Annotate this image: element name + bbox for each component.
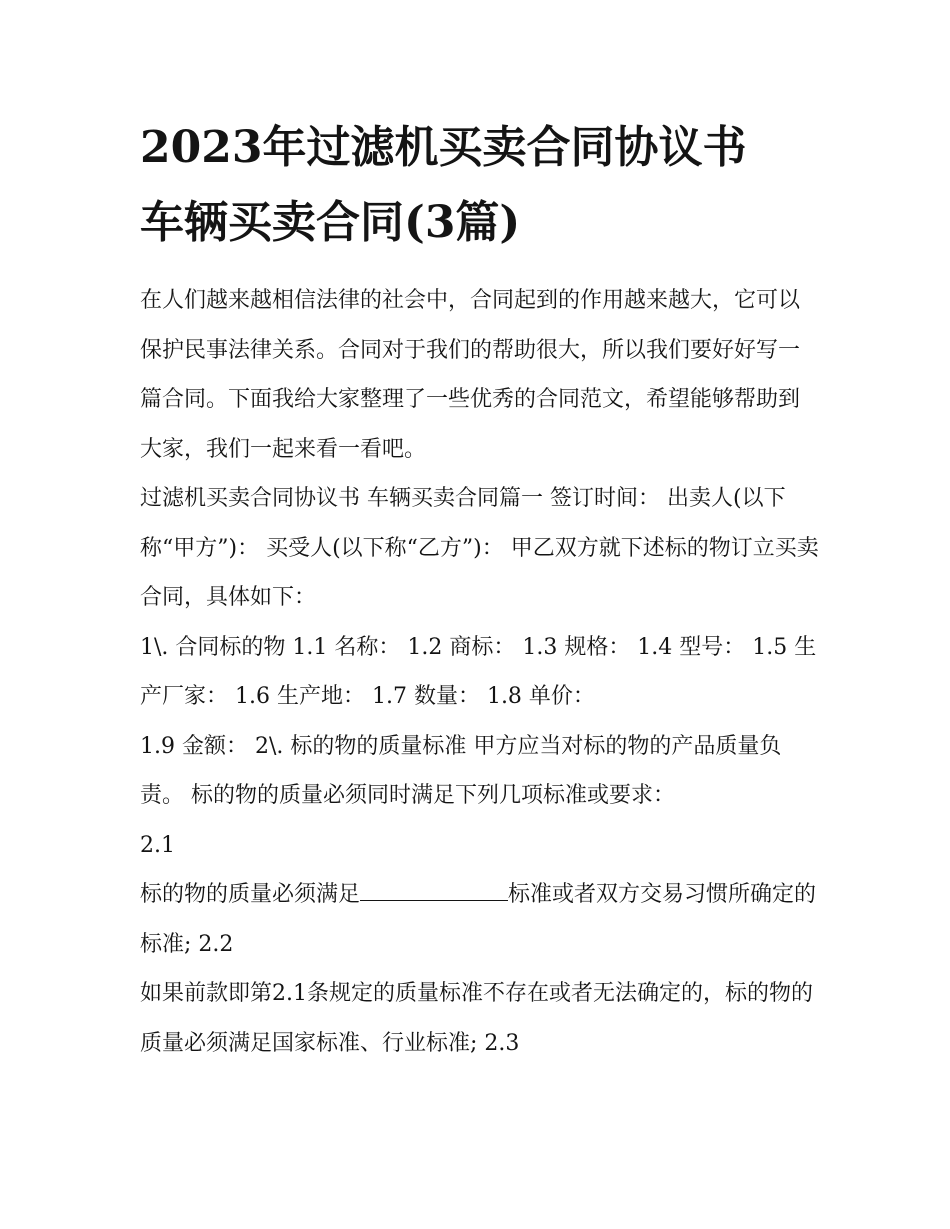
clause-2-1-text-before: 标的物的质量必须满足 bbox=[140, 882, 361, 907]
title-line-2: 车辆买卖合同(3篇) bbox=[140, 197, 521, 248]
fill-in-blank bbox=[360, 878, 508, 901]
clause-2-1-number: 2.1 bbox=[140, 832, 175, 858]
title-line-1: 2023年过滤机买卖合同协议书 bbox=[140, 122, 747, 173]
quality-standard-paragraph: 1.9 金额： 2\. 标的物的质量标准 甲方应当对标的物的产品质量负责。 标的物的质量必须同时满足下列几项标准或要求： bbox=[140, 733, 782, 808]
document-body bbox=[140, 276, 820, 1068]
subject-matter-paragraph: 1\. 合同标的物 1.1 名称： 1.2 商标： 1.3 规格： 1.4 型号： 1.5 生产厂家： 1.6 生产地： 1.7 数量： 1.8 单价： bbox=[140, 634, 817, 709]
clause-2-2-paragraph: 如果前款即第2.1条规定的质量标准不存在或者无法确定的，标的物的质量必须满足国家标准、行业标准; 2.3 bbox=[140, 981, 813, 1056]
contract-header-paragraph: 过滤机买卖合同协议书 车辆买卖合同篇一 签订时间： 出卖人(以下称“甲方”)： 买受人(以下称“乙方”)： 甲乙双方就下述标的物订立买卖合同，具体如下： bbox=[140, 486, 819, 610]
clause-2-1-paragraph bbox=[140, 870, 820, 969]
clause-2-1-text-after: 标准或者双方交易习惯所确定的标准; 2.2 bbox=[140, 882, 817, 957]
document-title bbox=[140, 110, 820, 260]
intro-paragraph: 在人们越来越相信法律的社会中，合同起到的作用越来越大，它可以保护民事法律关系。合同对于我们的帮助很大，所以我们要好好写一篇合同。下面我给大家整理了一些优秀的合同范文，希望能够帮助到大家，我们一起来看一看吧。 bbox=[140, 288, 801, 462]
